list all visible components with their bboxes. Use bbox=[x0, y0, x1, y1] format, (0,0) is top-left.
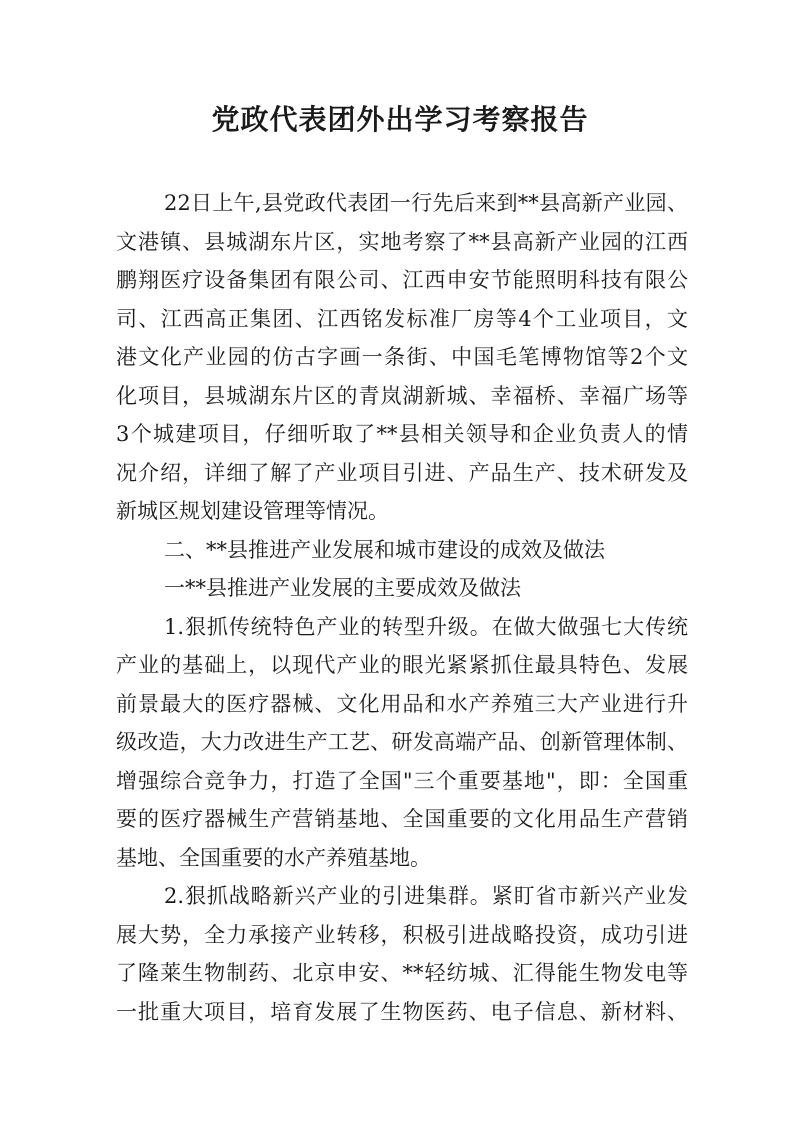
text-line: 1.狠抓传统特色产业的转型升级。在做大做强七大传统 bbox=[164, 614, 688, 639]
text-line: 展大势，全力承接产业转移，积极引进战略投资，成功引进 bbox=[116, 922, 688, 947]
text-line: 了隆莱生物制药、北京申安、**轻纺城、汇得能生物发电等 bbox=[116, 961, 688, 985]
text-line: 前景最大的医疗器械、文化用品和水产养殖三大产业进行升 bbox=[116, 691, 688, 716]
text-line: 文港镇、县城湖东片区，实地考察了**县高新产业园的江西 bbox=[116, 229, 688, 254]
text-line: 3个城建项目，仔细听取了**县相关领导和企业负责人的情 bbox=[116, 422, 688, 446]
text-line: 级改造，大力改进生产工艺、研发高端产品、创新管理体制、 bbox=[116, 730, 688, 754]
text-line: 鹏翔医疗设备集团有限公司、江西申安节能照明科技有限公 bbox=[116, 268, 688, 292]
text-line: 2.狠抓战略新兴产业的引进集群。紧盯省市新兴产业发 bbox=[164, 884, 688, 908]
text-line: 况介绍，详细了解了产业项目引进、产品生产、技术研发及 bbox=[116, 460, 688, 485]
document-body bbox=[116, 184, 688, 1031]
text-line: 产业的基础上，以现代产业的眼光紧紧抓住最具特色、发展 bbox=[116, 653, 688, 677]
text-line: 要的医疗器械生产营销基地、全国重要的文化用品生产营销 bbox=[116, 807, 688, 831]
text-line: 增强综合竞争力，打造了全国"三个重要基地"，即：全国重 bbox=[116, 768, 688, 793]
text-line: 港文化产业园的仿古字画一条街、中国毛笔博物馆等2个文 bbox=[116, 345, 688, 369]
text-line: 司、江西高正集团、江西铭发标准厂房等4个工业项目，文 bbox=[116, 306, 688, 331]
text-line: 22日上午,县党政代表团一行先后来到**县高新产业园、 bbox=[164, 191, 688, 215]
text-line: 新城区规划建设管理等情况。 bbox=[116, 499, 389, 523]
section-heading: 二、**县推进产业发展和城市建设的成效及做法 bbox=[164, 537, 605, 562]
text-line: 化项目，县城湖东片区的青岚湖新城、幸福桥、幸福广场等 bbox=[116, 383, 688, 408]
document-title: 党政代表团外出学习考察报告 bbox=[211, 103, 589, 136]
text-line: 一批重大项目，培育发展了生物医药、电子信息、新材料、 bbox=[116, 999, 688, 1024]
text-line: 基地、全国重要的水产养殖基地。 bbox=[116, 845, 431, 870]
subsection-heading: 一**县推进产业发展的主要成效及做法 bbox=[164, 576, 521, 600]
